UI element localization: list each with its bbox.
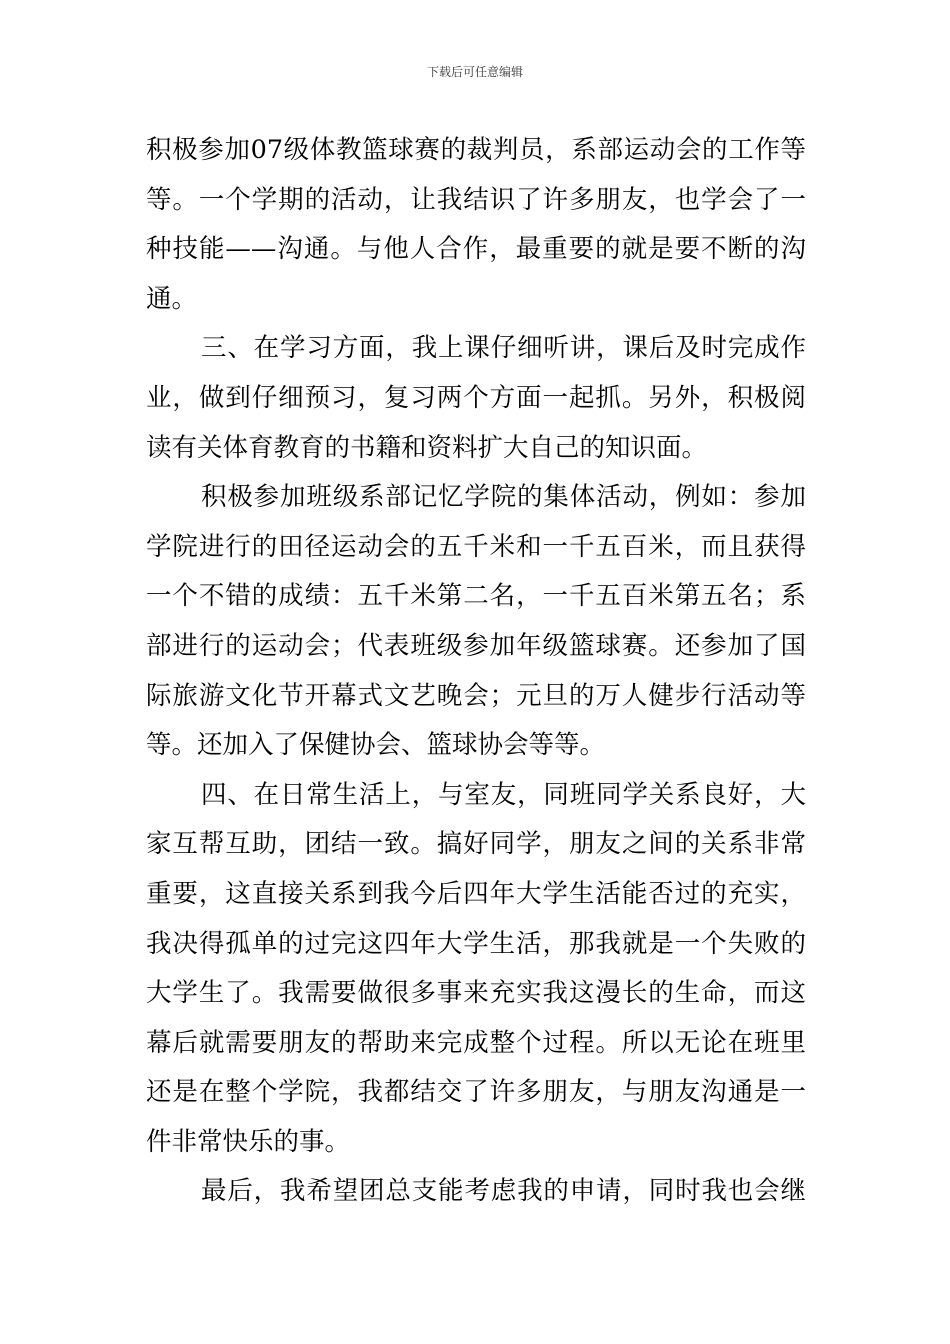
text-line: 部进行的运动会；代表班级参加年级篮球赛。还参加了国 (146, 630, 806, 661)
paragraph-daily-life (146, 771, 806, 1168)
text-line: 种技能——沟通。与他人合作，最重要的就是要不断的沟 (146, 234, 806, 265)
paragraph-study (146, 324, 806, 473)
text-line: 一个不错的成绩：五千米第二名，一千五百米第五名；系 (146, 581, 806, 612)
text-line: 家互帮互助，团结一致。搞好同学，朋友之间的关系非常 (146, 829, 806, 860)
text-line: 幕后就需要朋友的帮助来完成整个过程。所以无论在班里 (146, 1027, 806, 1058)
paragraph-closing (146, 1167, 806, 1217)
text-line: 还是在整个学院，我都结交了许多朋友，与朋友沟通是一 (146, 1077, 806, 1108)
text-line: 等。一个学期的活动，让我结识了许多朋友，也学会了一 (146, 184, 806, 215)
text-line: 读有关体育教育的书籍和资料扩大自己的知识面。 (146, 432, 708, 463)
text-line: 积极参加班级系部记忆学院的集体活动，例如：参加 (201, 482, 806, 513)
text-line: 最后，我希望团总支能考虑我的申请，同时我也会继 (201, 1176, 806, 1207)
text-line: 大学生了。我需要做很多事来充实我这漫长的生命，而这 (146, 978, 806, 1009)
text-line: 我决得孤单的过完这四年大学生活，那我就是一个失败的 (146, 928, 806, 959)
paragraph-1 (146, 126, 806, 324)
document-body (146, 126, 806, 1217)
text-line: 通。 (146, 283, 198, 314)
paragraph-activities (146, 473, 806, 771)
text-line: 积极参加07级体教篮球赛的裁判员，系部运动会的工作等 (146, 135, 806, 165)
text-line: 件非常快乐的事。 (146, 1126, 351, 1157)
text-line: 际旅游文化节开幕式文艺晚会；元旦的万人健步行活动等 (146, 680, 806, 711)
text-line: 四、在日常生活上，与室友，同班同学关系良好，大 (201, 779, 806, 810)
text-line: 业，做到仔细预习，复习两个方面一起抓。另外，积极阅 (146, 382, 806, 413)
text-line: 重要，这直接关系到我今后四年大学生活能否过的充实， (146, 878, 806, 909)
text-line: 三、在学习方面，我上课仔细听讲，课后及时完成作 (201, 333, 806, 364)
page-header: 下载后可任意编辑 (426, 65, 523, 79)
text-line: 等。还加入了保健协会、篮球协会等等。 (146, 730, 606, 761)
text-line: 学院进行的田径运动会的五千米和一千五百米，而且获得 (146, 531, 806, 562)
